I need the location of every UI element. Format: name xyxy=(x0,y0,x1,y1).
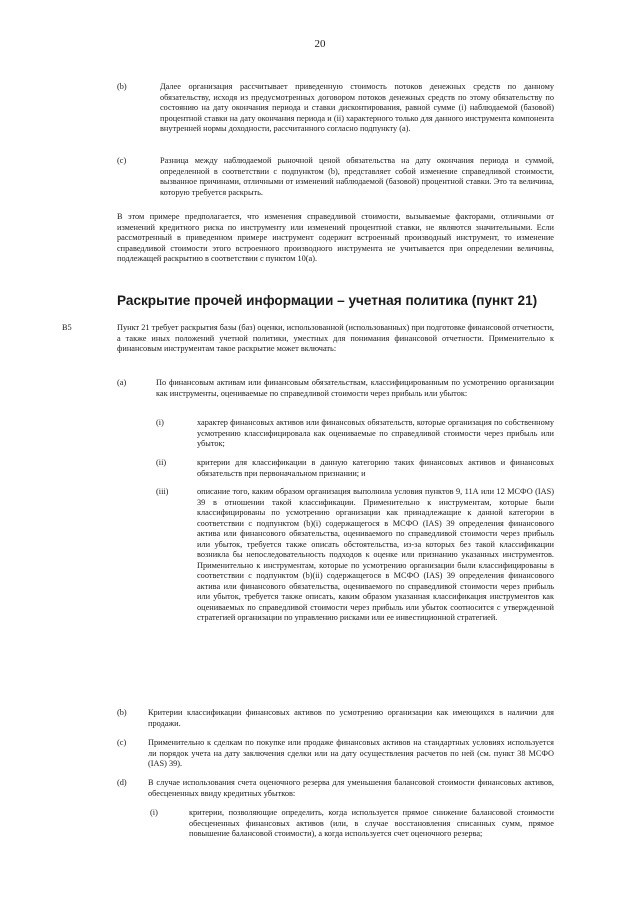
item-b-text: Далее организация рассчитывает приведенную стоимость потоков денежных средств по данному обязательству, исходя из предусмотренных договором потоков денежных средств по этому обязательству по состоянию на дату окончания периода и ставки дисконтирования, равной сумме (i) наблюдаемой (базовой) процентной ставки на дату окончания периода и (ii) характерного только для данного инструмента компонента внутренней нормы доходности, рассчитанного согласно подпункту (a). xyxy=(160,82,554,133)
b5-a-ii-text: критерии для классификации в данную категорию таких финансовых активов и финансовых обязательств при первоначальном признании; и xyxy=(197,458,554,478)
item-c-label: (c) xyxy=(117,156,127,165)
b5-d-text: В случае использования счета оценочного резерва для уменьшения балансовой стоимости финансовых активов, обесцененных ввиду кредитных убытков: xyxy=(148,778,554,798)
b5-c-text: Применительно к сделкам по покупке или продаже финансовых активов на стандартных условиях используется ли порядок учета на дату заключения сделки или на дату осуществления расчетов по ней (см. пункт 38 МСФО (IAS) 39). xyxy=(148,738,554,768)
example-paragraph: В этом примере предполагается, что изменения справедливой стоимости, вызываемые факторами, отличными от изменений кредитного риска по инструменту или изменений процентной ставки, не являются значительными. Если рассмотренный в приведенном примере инструмент содержит встроенный производный инструмент, то изменение справедливой стоимости этого встроенного производного инструмента не учитывается при определении величины, подлежащей раскрытию в соответствии с пунктом 10(a). xyxy=(117,212,554,263)
item-b-label: (b) xyxy=(117,82,127,91)
page-number: 20 xyxy=(314,38,326,50)
b5-intro: Пункт 21 требует раскрытия базы (баз) оценки, использованной (использованных) при подготовке финансовой отчетности, а также иных положений учетной политики, уместных для понимания финансовой отчетности. Применительно к финансовым инструментам такое раскрытие может включать: xyxy=(117,323,554,353)
b5-d-label: (d) xyxy=(117,778,127,787)
b5-c-label: (c) xyxy=(117,738,127,747)
b5-a-i-label: (i) xyxy=(156,418,164,427)
b5-a-ii-label: (ii) xyxy=(156,458,167,467)
b5-b-text: Критерии классификации финансовых активов по усмотрению организации как имеющихся в наличии для продажи. xyxy=(148,708,554,728)
b5-d-i-text: критерии, позволяющие определить, когда используется прямое снижение балансовой стоимости обесцененных финансовых активов (или, в случае восстановления списанных сумм, прямое повышение балансовой стоимости), а когда используется счет оценочного резерва; xyxy=(189,808,554,838)
b5-b-label: (b) xyxy=(117,708,127,717)
b5-a-iii-text: описание того, каким образом организация выполнила условия пунктов 9, 11А или 12 МСФО (IAS) 39 в отношении такой классификации. Применительно к инструментам, которые были классифицированы по усмотрению организации как принадлежащие к данной категории в соответствии с подпунктом (b)(i) содержащегося в МСФО (IAS) 39 определения финансового актива или финансового обязательства, оцениваемого по справедливой стоимости через прибыль или убыток, требуется также описать обстоятельства, из-за которых без такой классификации возникла бы непоследовательность подходов к оценке или признанию указанных инструментов. Применительно к инструментам, которые по усмотрению организации были классифицированы в соответствии с подпунктом (b)(ii) содержащегося в МСФО (IAS) 39 определения финансового актива или финансового обязательства, оцениваемого по справедливой стоимости через прибыль или убыток, требуется также описать, каким образом указанная классификация инструментов как оцениваемых по справедливой стоимости через прибыль или убыток соотносится с утвержденной стратегией организации по управлению рисками или ее инвестиционной стратегией. xyxy=(197,487,554,622)
b5-a-text: По финансовым активам или финансовым обязательствам, классифицированным по усмотрению организации как инструменты, оцениваемые по справедливой стоимости через прибыль или убыток: xyxy=(156,378,554,398)
b5-d-i-label: (i) xyxy=(150,808,158,817)
b5-a-i-text: характер финансовых активов или финансовых обязательств, которые организация по собственному усмотрению классифицировала как оцениваемые по справедливой стоимости через прибыль или убыток; xyxy=(197,418,554,448)
b5-a-iii-label: (iii) xyxy=(156,487,169,496)
paragraph-number-b5: B5 xyxy=(62,323,72,332)
section-heading: Раскрытие прочей информации – учетная политика (пункт 21) xyxy=(117,293,538,308)
item-c-text: Разница между наблюдаемой рыночной ценой обязательства на дату окончания периода и суммой, определенной в соответствии с подпунктом (b), представляет собой изменение справедливой стоимости, вызванное причинами, отличными от изменений наблюдаемой (базовой) процентной ставки. Это та величина, которую требуется раскрыть. xyxy=(160,156,554,197)
b5-a-label: (a) xyxy=(117,378,127,387)
